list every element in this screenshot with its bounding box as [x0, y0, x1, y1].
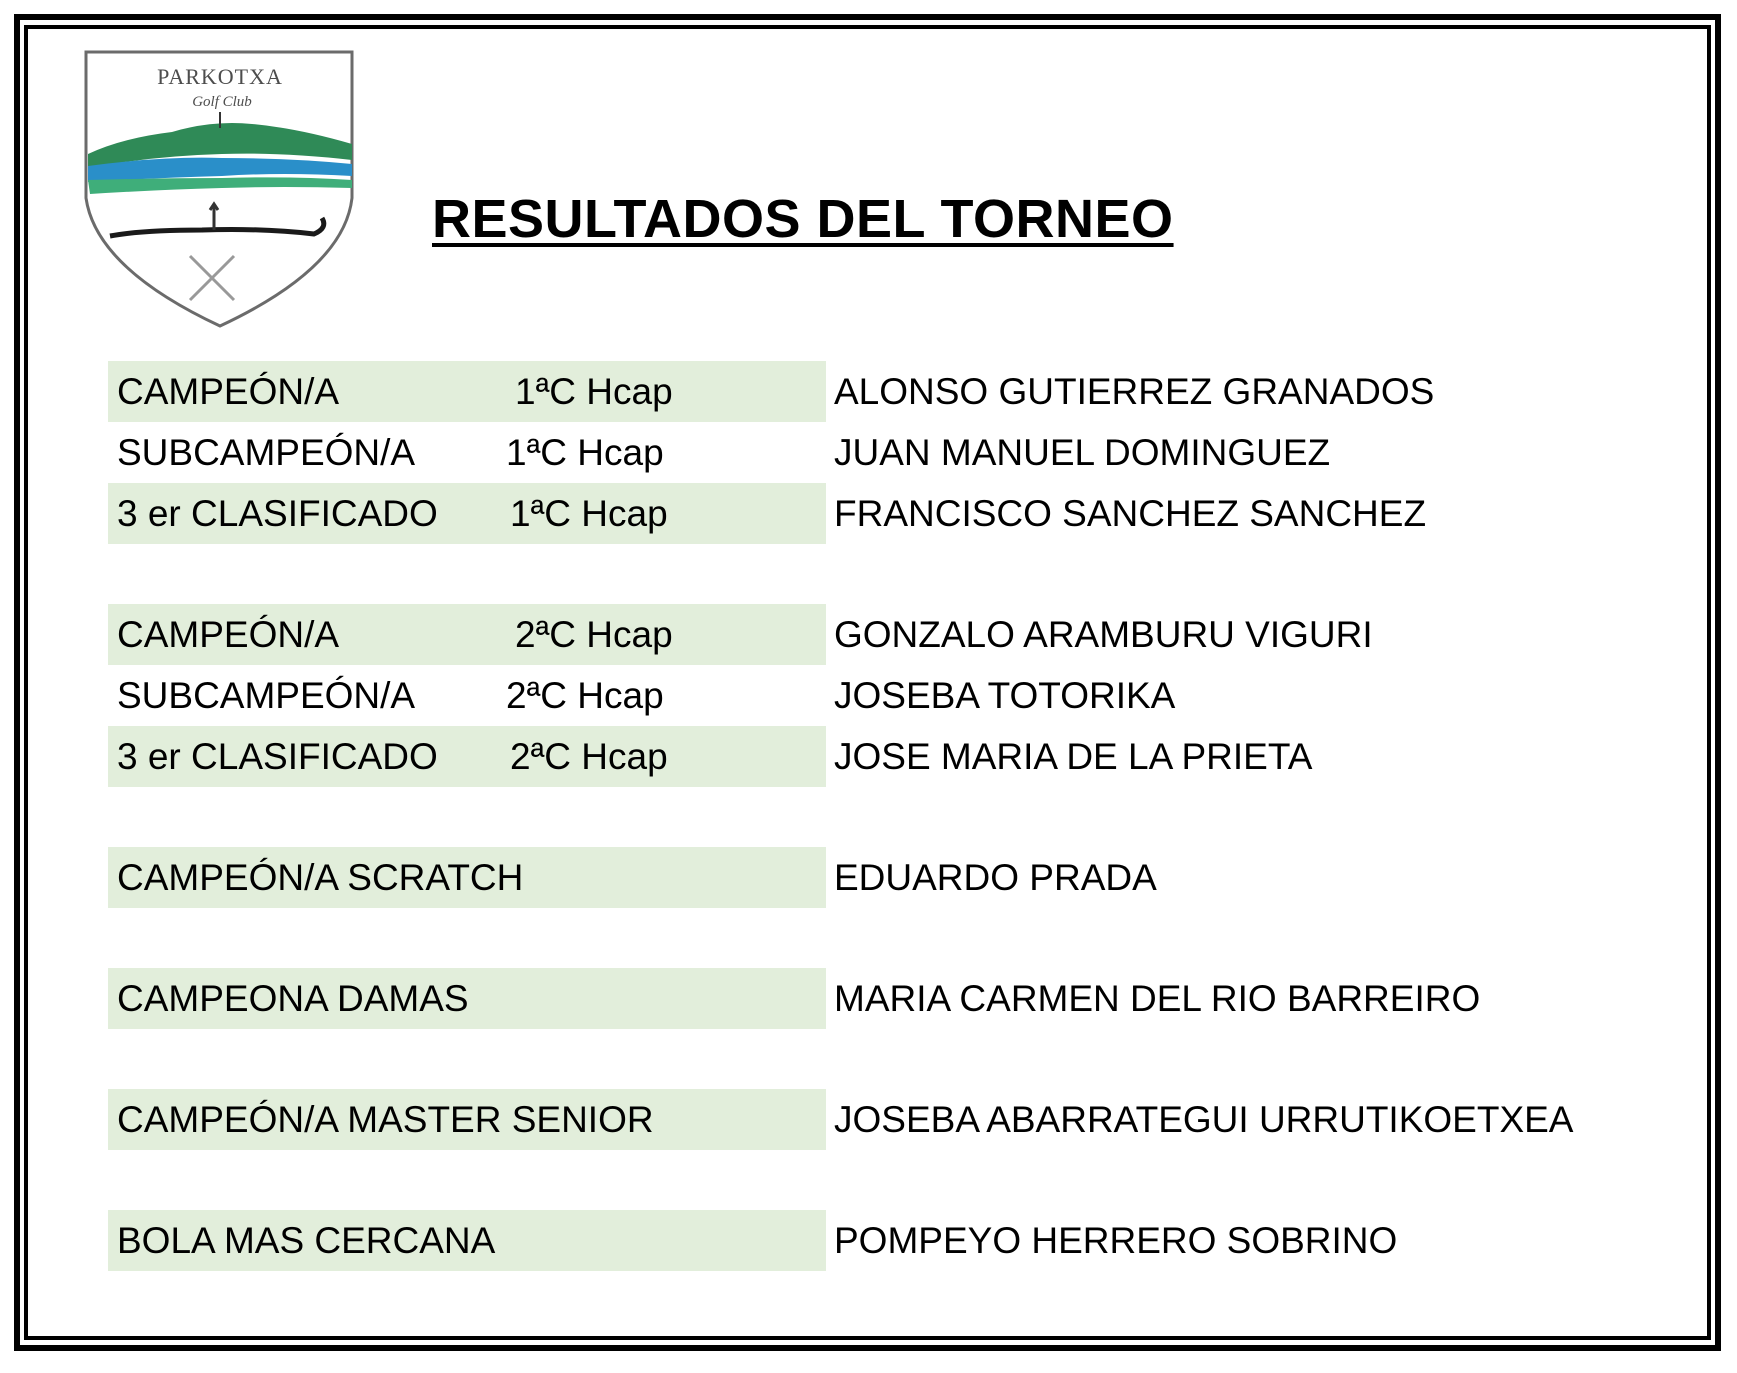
result-row — [108, 968, 1668, 1029]
winner-name: FRANCISCO SANCHEZ SANCHEZ — [834, 493, 1427, 534]
club-logo — [82, 48, 358, 330]
winner-name: JOSEBA ABARRATEGUI URRUTIKOETXEA — [834, 1099, 1574, 1140]
category-label: CAMPEONA DAMAS — [117, 978, 469, 1019]
page-title: RESULTADOS DEL TORNEO — [432, 189, 1174, 249]
logo-name-text: PARKOTXA — [157, 64, 283, 89]
results-table — [108, 361, 1668, 1271]
hcap-label: 1ªC Hcap — [510, 493, 668, 534]
hcap-label: 2ªC Hcap — [510, 736, 668, 777]
hcap-label: 1ªC Hcap — [506, 432, 664, 473]
hcap-label: 2ªC Hcap — [515, 614, 673, 655]
result-row — [108, 726, 1668, 787]
result-row — [108, 847, 1668, 908]
winner-name: MARIA CARMEN DEL RIO BARREIRO — [834, 978, 1481, 1019]
logo-subtitle-text: Golf Club — [192, 94, 252, 110]
category-label: CAMPEÓN/A MASTER SENIOR — [117, 1099, 654, 1140]
result-row — [108, 1210, 1668, 1271]
winner-name: GONZALO ARAMBURU VIGURI — [834, 614, 1373, 655]
winner-name: JUAN MANUEL DOMINGUEZ — [834, 432, 1331, 473]
winner-name: JOSE MARIA DE LA PRIETA — [834, 736, 1313, 777]
category-label: SUBCAMPEÓN/A — [117, 432, 416, 473]
category-label: SUBCAMPEÓN/A — [117, 675, 416, 716]
hcap-label: 1ªC Hcap — [515, 371, 673, 412]
category-label: CAMPEÓN/A — [117, 614, 340, 655]
result-row — [108, 1089, 1668, 1150]
winner-name: ALONSO GUTIERREZ GRANADOS — [834, 371, 1435, 412]
category-label: 3 er CLASIFICADO — [117, 493, 438, 534]
category-label: CAMPEÓN/A SCRATCH — [117, 857, 524, 898]
winner-name: POMPEYO HERRERO SOBRINO — [834, 1220, 1398, 1261]
result-row — [108, 665, 1668, 726]
category-label: BOLA MAS CERCANA — [117, 1220, 496, 1261]
result-row — [108, 361, 1668, 422]
winner-name: EDUARDO PRADA — [834, 857, 1157, 898]
result-row — [108, 604, 1668, 665]
category-label: 3 er CLASIFICADO — [117, 736, 438, 777]
winner-name: JOSEBA TOTORIKA — [834, 675, 1176, 716]
club-crest-icon — [82, 48, 358, 330]
result-row — [108, 483, 1668, 544]
category-label: CAMPEÓN/A — [117, 371, 340, 412]
result-row — [108, 422, 1668, 483]
hcap-label: 2ªC Hcap — [506, 675, 664, 716]
